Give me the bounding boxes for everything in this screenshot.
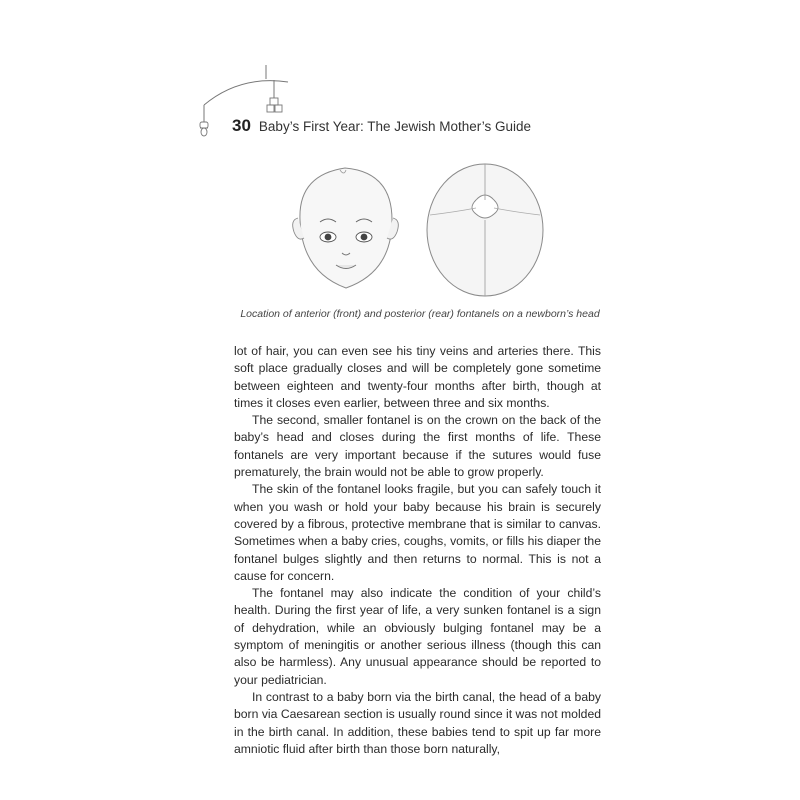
skull-top-drawing bbox=[427, 164, 543, 296]
paragraph: lot of hair, you can even see his tiny veins and arteries there. This soft place gradually closes and will be completely gone sometime between eighteen and twenty-four months after birth, though at times it closes even earlier, between three and six months. bbox=[234, 344, 601, 410]
running-title: Baby’s First Year: The Jewish Mother’s Guide bbox=[258, 119, 532, 134]
paragraph: The fontanel may also indicate the condition of your child’s health. During the first year of life, a very sunken fontanel is a sign of dehydration, while an obviously bulging fontanel may be a symptom of meningitis or another serious illness (though this can also be harmless). Any unusual appearance should be reported to your pediatrician. bbox=[234, 586, 601, 687]
paragraph: The second, smaller fontanel is on the crown on the back of the baby’s head and closes during the first months of life. These fontanels are very important because if the sutures would fuse prematurely, the brain would not be able to grow properly. bbox=[234, 413, 601, 480]
page-number: 30 bbox=[232, 116, 251, 135]
figure-caption: Location of anterior (front) and posterior (rear) fontanels on a newborn’s head bbox=[240, 308, 600, 320]
baby-face-drawing bbox=[293, 168, 399, 288]
paragraph: The skin of the fontanel looks fragile, but you can safely touch it when you wash or hold your baby because his brain is securely covered by a fibrous, protective membrane that is similar to canvas. Sometimes when a baby cries, coughs, vomits, or fills his diaper the fontanel bulges slightly and then returns to normal. This is not a cause for concern. bbox=[234, 482, 601, 583]
fontanel-illustration bbox=[280, 160, 550, 300]
body-text bbox=[234, 343, 601, 758]
running-header bbox=[232, 116, 531, 136]
baby-mobile-ornament-icon bbox=[190, 60, 300, 150]
paragraph: In contrast to a baby born via the birth canal, the head of a baby born via Caesarean section is usually round since it was not molded in the birth canal. In addition, these babies tend to spit up far more amniotic fluid after birth than those born naturally, bbox=[234, 689, 601, 756]
